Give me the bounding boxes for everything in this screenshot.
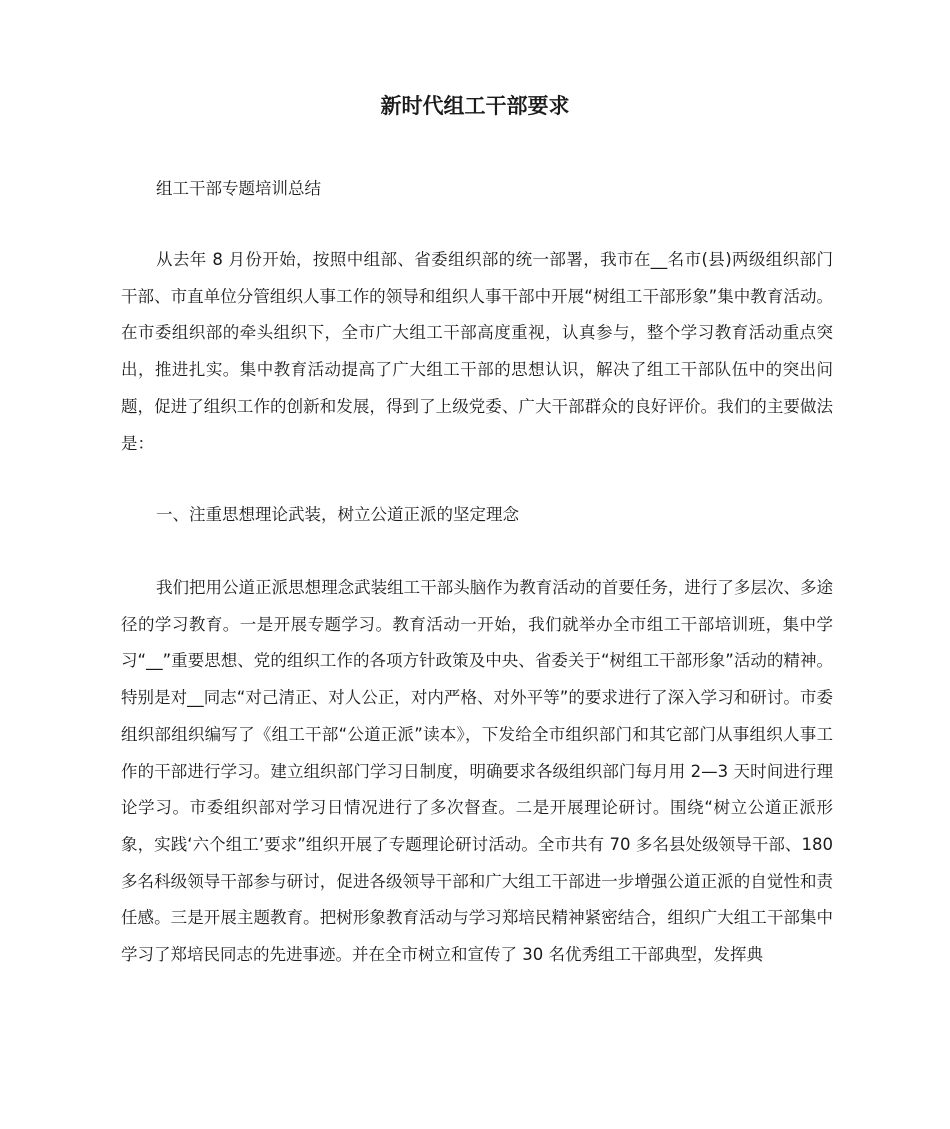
document-subtitle: 组工干部专题培训总结 [156,179,321,198]
document-title: 新时代组工干部要求 [380,94,570,118]
section-1-heading: 一、注重思想理论武装，树立公道正派的坚定理念 [156,505,519,524]
section-1-body: 我们把用公道正派思想理念武装组工干部头脑作为教育活动的首要任务，进行了多层次、多途径的学习教育。一是开展专题学习。教育活动一开始，我们就举办全市组工干部培训班，集中学习“__”重要思想、党的组织工作的各项方针政策及中央、省委关于“树组工干部形象”活动的精神。特别是对__同志“对己清正、对人公正，对内严格、对外平等”的要求进行了深入学习和研讨。市委组织部组织编写了《组工干部“公道正派”读本》，下发给全市组织部门和其它部门从事组织人事工作的干部进行学习。建立组织部门学习日制度，明确要求各级组织部门每月用 2—3 天时间进行理论学习。市委组织部对学习日情况进行了多次督查。二是开展理论研讨。围绕“树立公道正派形象，实践‘六个组工’要求”组织开展了专题理论研讨活动。全市共有 70 多名县处级领导干部、180 多名科级领导干部参与研讨，促进各级领导干部和广大组工干部进一步增强公道正派的自觉性和责任感。三是开展主题教育。把树形象教育活动与学习郑培民精神紧密结合，组织广大组工干部集中学习了郑培民同志的先进事迹。并在全市树立和宣传了 30 名优秀组工干部典型，发挥典 [121,578,833,965]
intro-paragraph: 从去年 8 月份开始，按照中组部、省委组织部的统一部署，我市在__名市(县)两级组织部门干部、市直单位分管组织人事工作的领导和组织人事干部中开展“树组工干部形象”集中教育活动。在市委组织部的牵头组织下，全市广大组工干部高度重视，认真参与，整个学习教育活动重点突出，推进扎实。集中教育活动提高了广大组工干部的思想认识，解决了组工干部队伍中的突出问题，促进了组织工作的创新和发展，得到了上级党委、广大干部群众的良好评价。我们的主要做法是： [121,250,833,453]
